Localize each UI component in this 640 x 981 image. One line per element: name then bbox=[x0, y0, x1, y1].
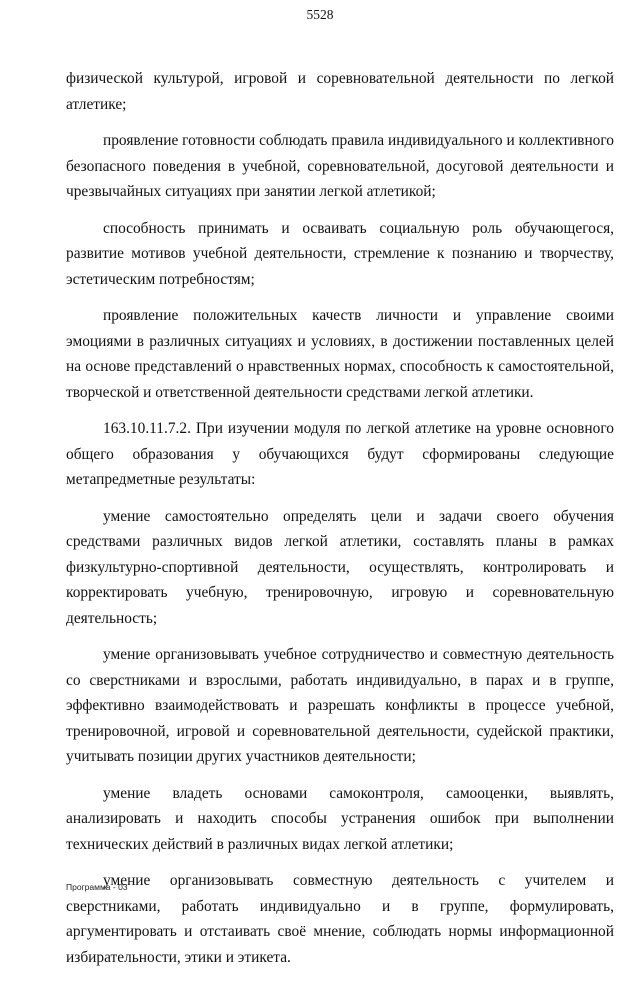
paragraph-1: физической культурой, игровой и соревновательной деятельности по легкой атлетике; bbox=[66, 70, 614, 113]
paragraph-6: умение самостоятельно определять цели и задачи своего обучения средствами различных видов легкой атлетики, составлять планы в рамках физкультурно-спортивной деятельности, осуществлять, контролировать и корректировать учебную, тренировочную, игровую и соревновательную деятельность; bbox=[66, 507, 614, 627]
paragraph-8: умение владеть основами самоконтроля, самооценки, выявлять, анализировать и находить способы устранения ошибок при выполнении технических действий в различных видах легкой атлетики; bbox=[66, 784, 614, 853]
page-number: 5528 bbox=[306, 7, 334, 22]
paragraph-4: проявление положительных качеств личности и управление своими эмоциями в различных ситуациях и условиях, в достижении поставленных целей на основе представлений о нравственных нормах, способность к самостоятельной, творческой и ответственной деятельности средствами легкой атлетики. bbox=[66, 307, 614, 401]
paragraph-3: способность принимать и осваивать социальную роль обучающегося, развитие мотивов учебной деятельности, стремление к познанию и творчеству, эстетическим потребностям; bbox=[66, 219, 614, 288]
paragraph-5: 163.10.11.7.2. При изучении модуля по легкой атлетике на уровне основного общего образования у обучающихся будут сформированы следующие метапредметные результаты: bbox=[66, 420, 614, 488]
paragraph-7: умение организовывать учебное сотрудничество и совместную деятельность со сверстниками и взрослыми, работать индивидуально, в парах и в группе, эффективно взаимодействовать и разрешать конфликты в процессе учебной, тренировочной, игровой и соревновательной деятельности, судейской практики, учитывать позиции других участников деятельности; bbox=[66, 646, 614, 765]
footer-label: Программа - 03 bbox=[66, 882, 128, 892]
paragraph-2: проявление готовности соблюдать правила индивидуального и коллективного безопасного поведения в учебной, соревновательной, досуговой деятельности и чрезвычайных ситуациях при занятии легкой атлетикой; bbox=[66, 132, 614, 200]
document-body bbox=[66, 66, 614, 981]
paragraph-9: умение организовывать совместную деятельность с учителем и сверстниками, работать индивидуально и в группе, формулировать, аргументировать и отстаивать своё мнение, соблюдать нормы информационной избирательности, этики и этикета. bbox=[66, 872, 614, 966]
